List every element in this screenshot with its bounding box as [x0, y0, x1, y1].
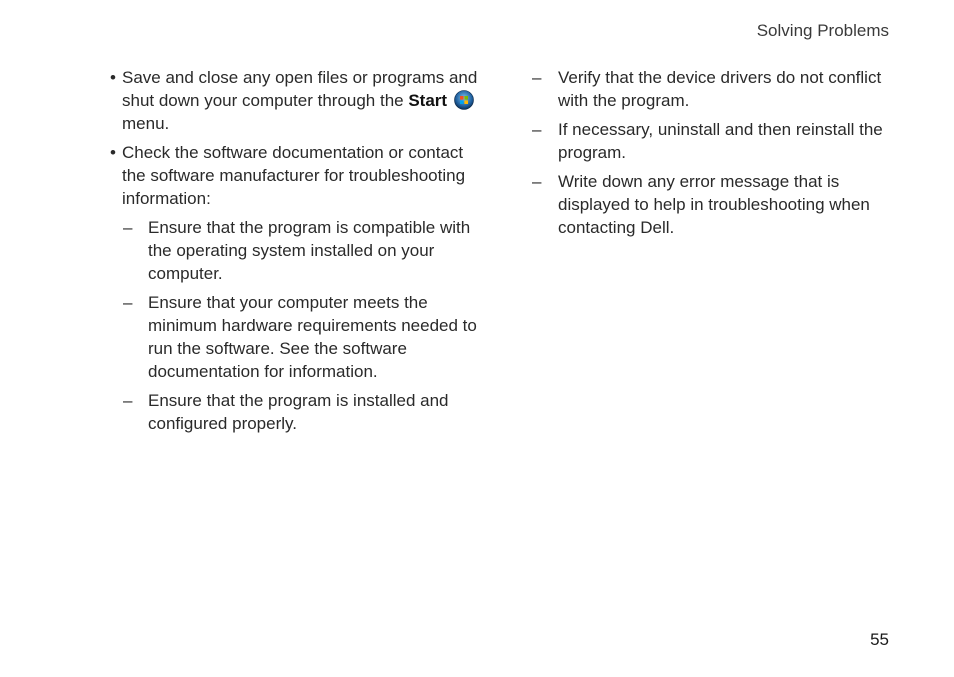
- dash-mark: –: [123, 293, 133, 312]
- sub-item-text: Ensure that your computer meets the minimum hardware requirements needed to run the software. See the software documentation for information.: [148, 293, 477, 381]
- sub-item: [110, 291, 485, 383]
- bullet-item: [110, 141, 485, 210]
- sub-item-text: Verify that the device drivers do not conflict with the program.: [558, 68, 882, 110]
- bullet-text: Save and close any open files or programs and shut down your computer through the: [122, 68, 478, 110]
- left-column: [110, 66, 485, 441]
- sub-item: [530, 118, 895, 164]
- sub-item: [110, 216, 485, 285]
- dash-mark: –: [532, 68, 542, 87]
- sub-item: [530, 66, 895, 112]
- sub-item-text: If necessary, uninstall and then reinstall the program.: [558, 120, 883, 162]
- bullet-text: Check the software documentation or contact the software manufacturer for troubleshooting information:: [122, 143, 466, 208]
- right-column: [530, 66, 895, 245]
- bullet-item: [110, 66, 485, 135]
- bullet-mark: •: [110, 143, 116, 162]
- bullet-text-tail: menu.: [122, 114, 170, 133]
- section-title: Solving Problems: [756, 21, 889, 40]
- page-number: 55: [870, 630, 889, 649]
- sub-item: [530, 170, 895, 239]
- dash-mark: –: [123, 218, 133, 237]
- sub-item-text: Write down any error message that is displayed to help in troubleshooting when contacting Dell.: [558, 172, 870, 237]
- bullet-mark: •: [110, 68, 116, 87]
- dash-mark: –: [123, 391, 133, 410]
- sub-item-text: Ensure that the program is compatible with the operating system installed on your computer.: [148, 218, 471, 283]
- windows-start-orb-icon: [454, 90, 474, 110]
- sub-item: [110, 389, 485, 435]
- sub-item-text: Ensure that the program is installed and configured properly.: [148, 391, 449, 433]
- dash-mark: –: [532, 120, 542, 139]
- dash-mark: –: [532, 172, 542, 191]
- start-label: Start: [408, 91, 448, 110]
